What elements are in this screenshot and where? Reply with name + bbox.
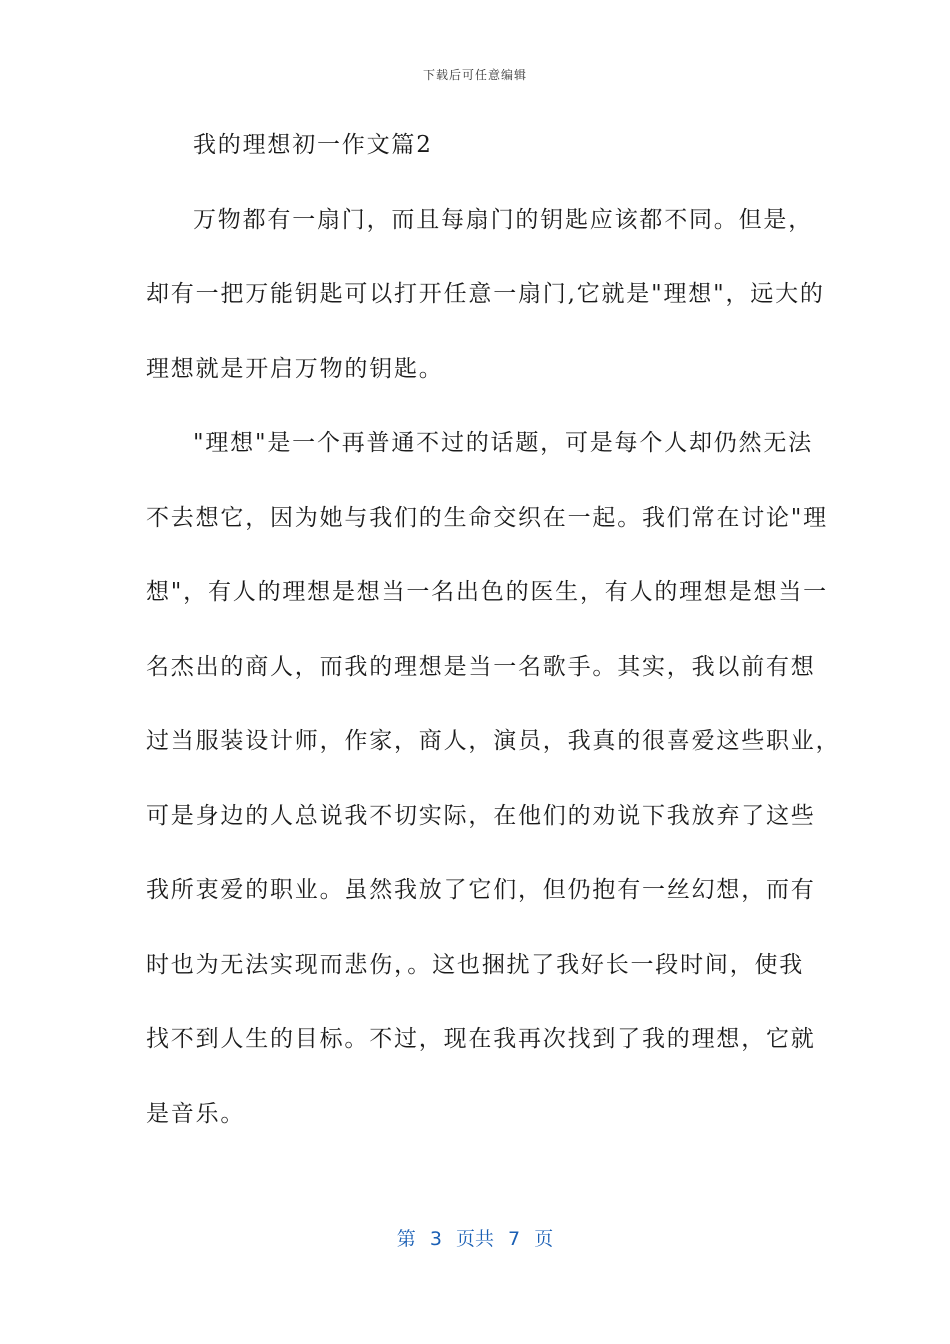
paragraph-line: 万物都有一扇门，而且每扇门的钥匙应该都不同。但是， (193, 206, 813, 233)
page-prefix: 第 (396, 1228, 416, 1250)
paragraph-line: 不去想它，因为她与我们的生命交织在一起。我们常在讨论"理 (146, 504, 828, 531)
paragraph-line: 过当服装设计师，作家，商人，演员，我真的很喜爱这些职业， (146, 728, 841, 754)
paragraph-line: 可是身边的人总说我不切实际，在他们的劝说下我放弃了这些 (146, 802, 816, 829)
document-body (146, 120, 841, 1163)
paragraph-line: "理想"是一个再普通不过的话题，可是每个人却仍然无法 (193, 430, 813, 456)
document-title: 我的理想初一作文篇2 (193, 132, 433, 158)
paragraph-line: 想"，有人的理想是想当一名出色的医生，有人的理想是想当一 (146, 579, 828, 605)
page-footer (0, 1224, 950, 1251)
page-suffix: 页 (534, 1228, 554, 1250)
paragraph-line: 我所衷爱的职业。虽然我放了它们，但仍抱有一丝幻想，而有 (146, 877, 816, 903)
total-pages-number: 7 (508, 1228, 521, 1250)
paragraph-line: 名杰出的商人，而我的理想是当一名歌手。其实，我以前有想 (146, 653, 816, 680)
paragraph-line: 找不到人生的目标。不过，现在我再次找到了我的理想，它就 (146, 1026, 816, 1052)
current-page-number: 3 (429, 1228, 442, 1250)
page-middle: 页共 (455, 1228, 494, 1250)
paragraph-line: 却有一把万能钥匙可以打开任意一扇门,它就是"理想"，远大的 (146, 281, 825, 307)
paragraph-line: 理想就是开启万物的钥匙。 (146, 355, 444, 382)
header-note: 下载后可任意编辑 (422, 68, 527, 82)
paragraph-line: 时也为无法实现而悲伤，。这也捆扰了我好长一段时间，使我 (146, 951, 805, 978)
paragraph-line: 是音乐。 (146, 1100, 246, 1127)
